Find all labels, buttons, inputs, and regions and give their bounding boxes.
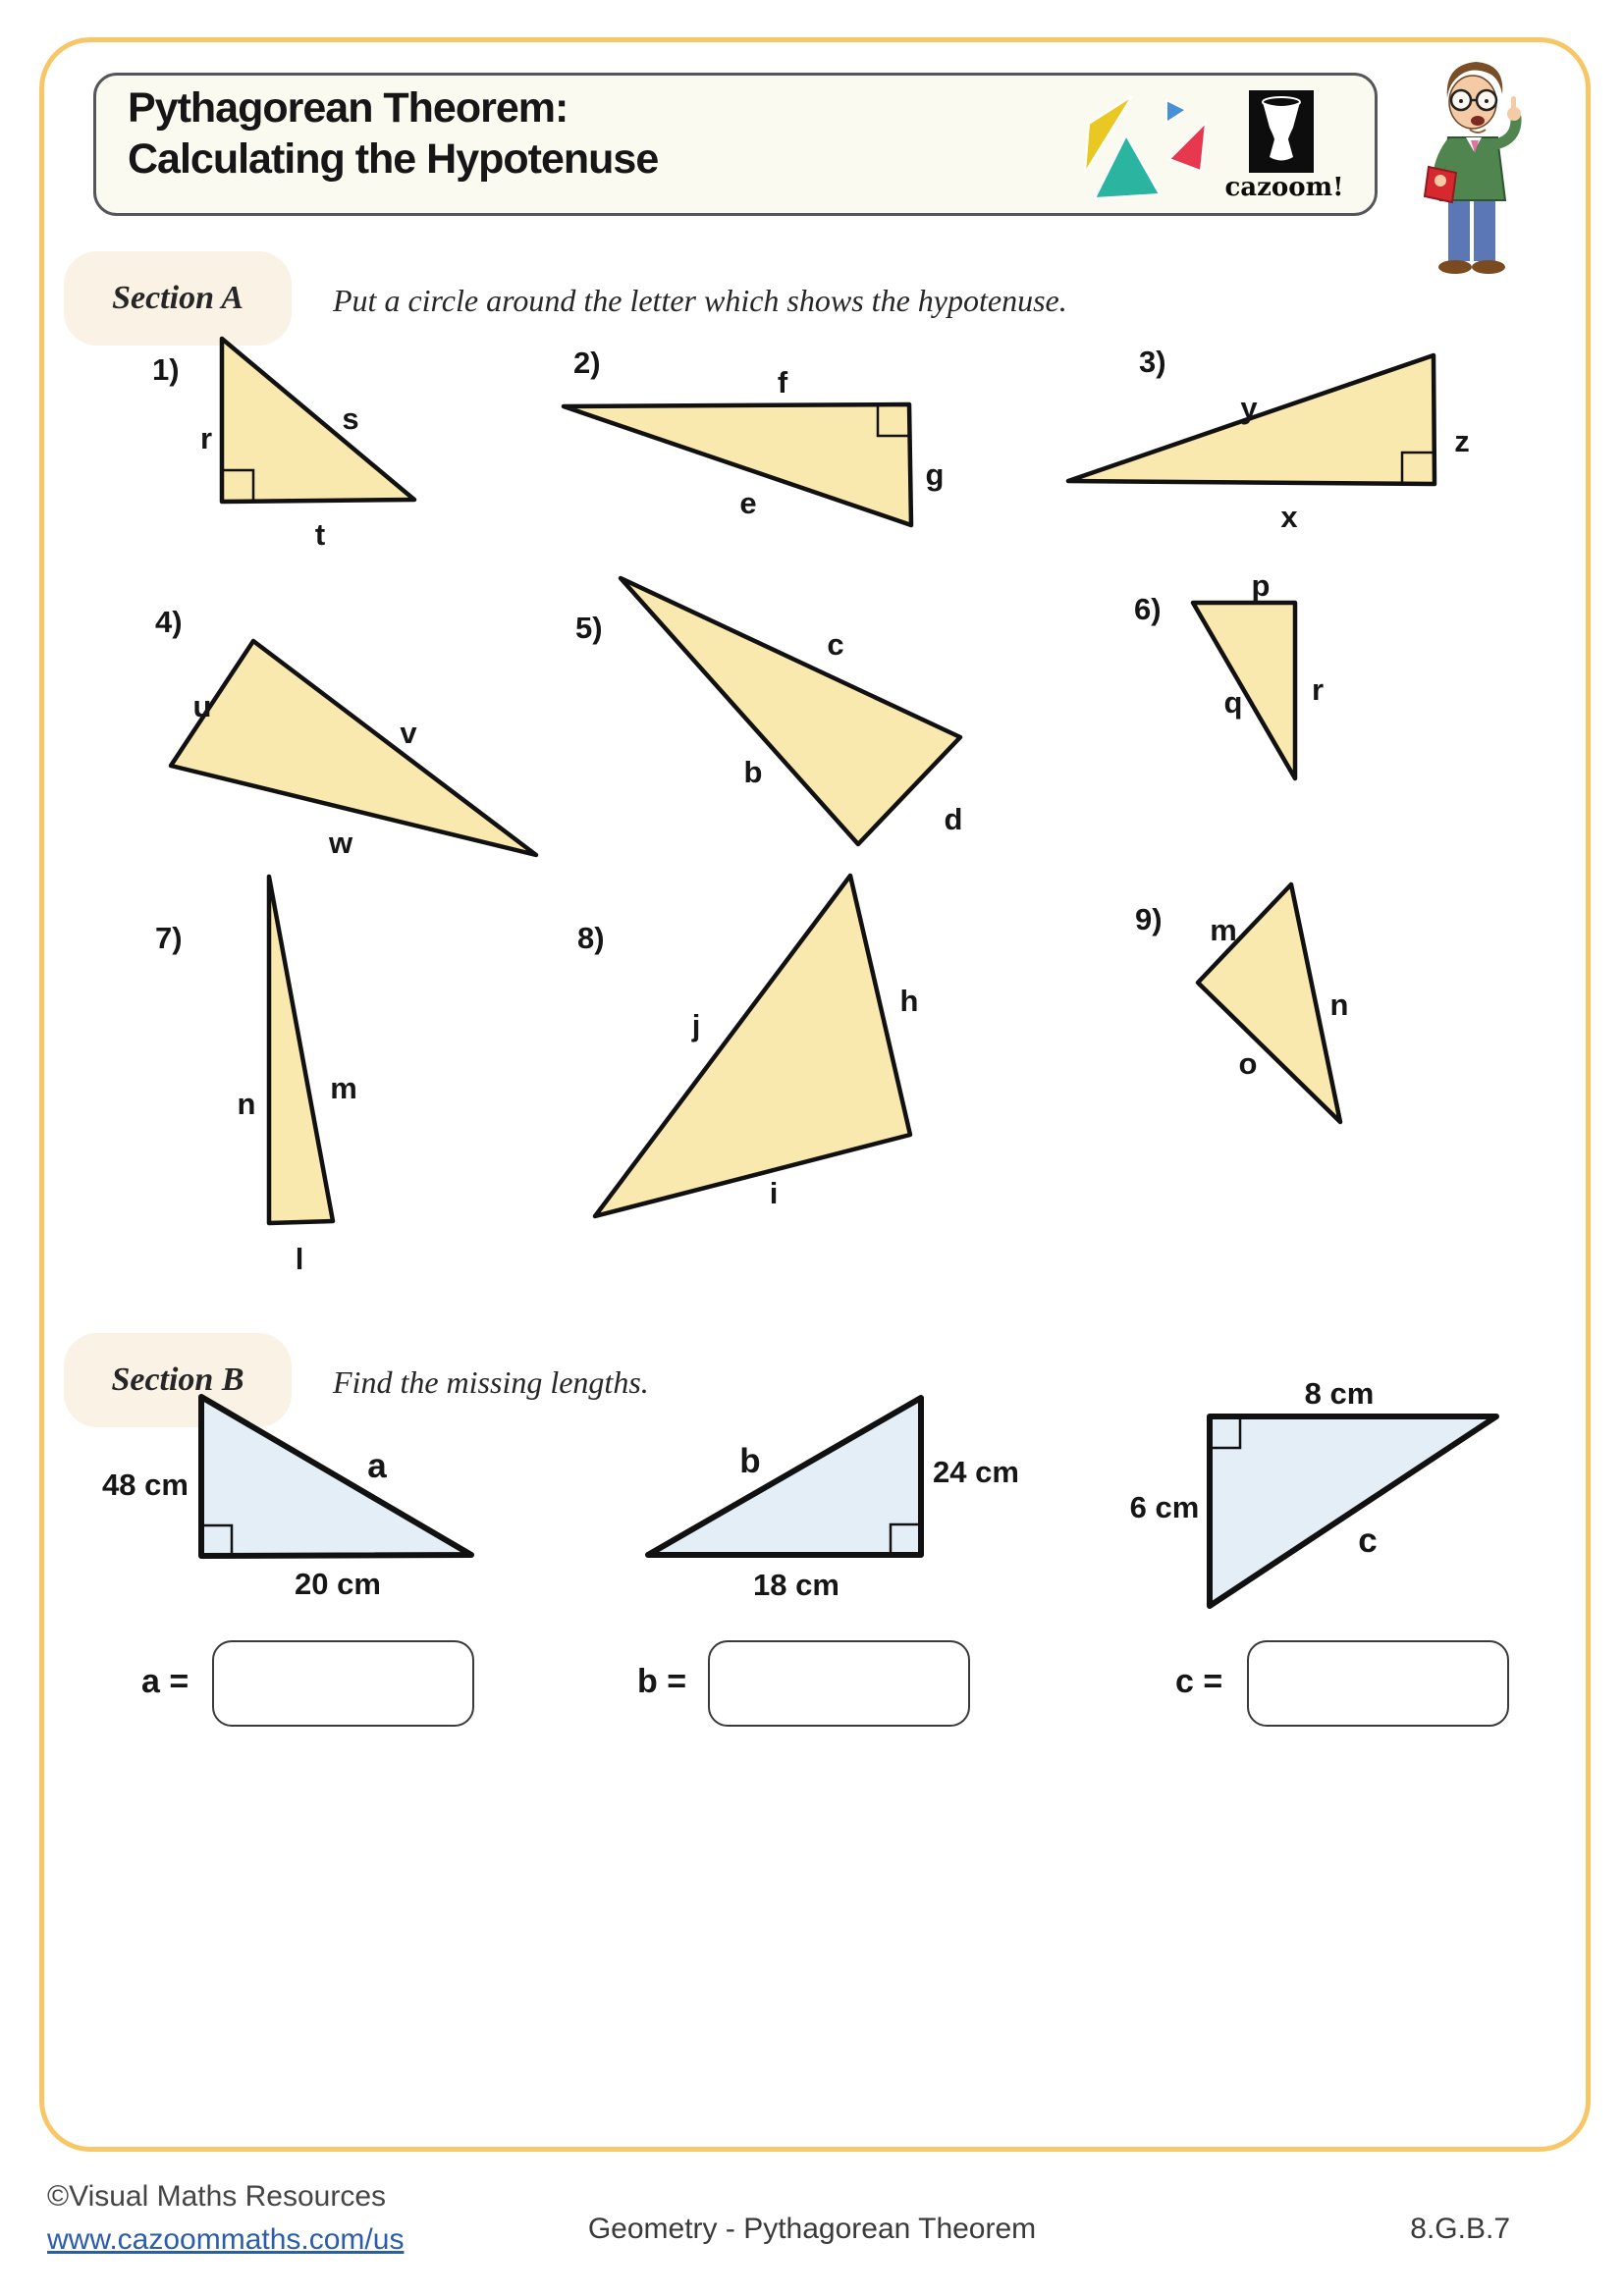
problem-number: 1): [152, 352, 180, 387]
logo-triangles-icon: [1075, 86, 1232, 204]
website-link[interactable]: www.cazoommaths.com/us: [47, 2223, 405, 2256]
hypotenuse-label: b: [739, 1442, 761, 1480]
problem-number: 8): [577, 921, 605, 955]
side-label: f: [777, 365, 788, 400]
side-measure: 20 cm: [295, 1567, 381, 1601]
problem-number: 7): [155, 921, 183, 955]
side-label: y: [1240, 391, 1258, 425]
side-label: s: [342, 401, 359, 436]
triangle-b1: [79, 1374, 589, 1659]
triangle-2: [550, 324, 962, 555]
side-measure: 6 cm: [1129, 1490, 1200, 1524]
triangle-5: [560, 550, 1031, 874]
side-label: m: [330, 1071, 357, 1105]
side-label: j: [691, 1008, 701, 1042]
side-label: d: [944, 802, 963, 836]
cazoom-logo-icon: [1249, 90, 1314, 173]
side-label: t: [314, 517, 326, 552]
answer-box-c[interactable]: [1247, 1640, 1509, 1727]
triangle-8: [560, 844, 972, 1266]
section-b-label: Section B: [111, 1362, 244, 1398]
problem-number: 6): [1134, 592, 1162, 626]
triangle-6: [1110, 550, 1443, 874]
section-a-instruction: Put a circle around the letter which shows the hypotenuse.: [333, 283, 1067, 318]
triangle-3: [1060, 324, 1512, 560]
side-label: p: [1251, 568, 1271, 603]
side-label: b: [743, 755, 763, 789]
problem-number: 4): [155, 605, 183, 639]
side-measure: 24 cm: [933, 1455, 1019, 1489]
side-label: x: [1280, 500, 1298, 534]
triangle-7: [98, 864, 432, 1286]
triangle-shape: [1210, 1416, 1496, 1606]
page-title: [128, 82, 1011, 185]
side-label: n: [237, 1087, 256, 1121]
hypotenuse-label: a: [367, 1447, 387, 1485]
side-label: e: [739, 486, 757, 520]
triangle-shape: [1193, 603, 1295, 778]
triangle-b3: [1080, 1355, 1610, 1649]
triangle-shape: [269, 877, 333, 1223]
teacher-illustration: [1399, 51, 1546, 306]
triangle-shape: [171, 641, 536, 855]
footer-topic: Geometry - Pythagorean Theorem: [587, 2213, 1037, 2245]
section-a-label: Section A: [112, 280, 244, 316]
page-title-line1: Pythagorean Theorem:: [128, 84, 568, 132]
side-label: c: [827, 627, 844, 662]
triangle-9: [1110, 844, 1483, 1266]
triangle-1: [98, 324, 452, 555]
triangle-shape: [595, 876, 910, 1216]
side-measure: 8 cm: [1304, 1376, 1375, 1411]
side-measure: 48 cm: [102, 1468, 189, 1502]
triangle-shape: [621, 578, 960, 844]
triangle-shape: [222, 339, 414, 502]
triangle-shape: [564, 404, 911, 525]
answer-label-a: a =: [141, 1663, 189, 1700]
triangle-shape: [201, 1397, 471, 1556]
side-label: o: [1238, 1046, 1258, 1081]
side-label: h: [899, 984, 919, 1018]
side-label: r: [199, 421, 213, 455]
side-label: l: [295, 1242, 304, 1276]
section-b-instruction: Find the missing lengths.: [333, 1364, 649, 1400]
triangle-shape: [648, 1398, 921, 1555]
side-label: q: [1223, 685, 1243, 720]
side-measure: 18 cm: [753, 1568, 839, 1602]
footer-standard-code: 8.G.B.7: [1410, 2213, 1510, 2245]
copyright-text: ©Visual Maths Resources: [47, 2180, 387, 2213]
problem-number: 9): [1135, 902, 1163, 936]
side-label: v: [400, 716, 417, 750]
answer-box-a[interactable]: [212, 1640, 474, 1727]
triangle-4: [98, 560, 609, 883]
answer-label-b: b =: [637, 1663, 687, 1700]
hypotenuse-label: c: [1358, 1522, 1378, 1560]
side-label: n: [1329, 988, 1349, 1022]
side-label: z: [1454, 424, 1470, 458]
problem-number: 2): [573, 346, 601, 380]
page-title-line2: Calculating the Hypotenuse: [128, 135, 659, 183]
answer-label-c: c =: [1175, 1663, 1223, 1700]
problem-number: 5): [575, 611, 603, 645]
triangle-b2: [589, 1374, 1100, 1659]
side-label: g: [925, 457, 945, 492]
side-label: u: [192, 689, 212, 723]
side-label: w: [328, 826, 353, 860]
side-label: r: [1311, 672, 1325, 707]
brand-name: cazoom!: [1224, 173, 1344, 202]
side-label: m: [1210, 913, 1237, 947]
side-label: i: [769, 1176, 779, 1210]
answer-box-b[interactable]: [708, 1640, 970, 1727]
problem-number: 3): [1139, 345, 1166, 379]
